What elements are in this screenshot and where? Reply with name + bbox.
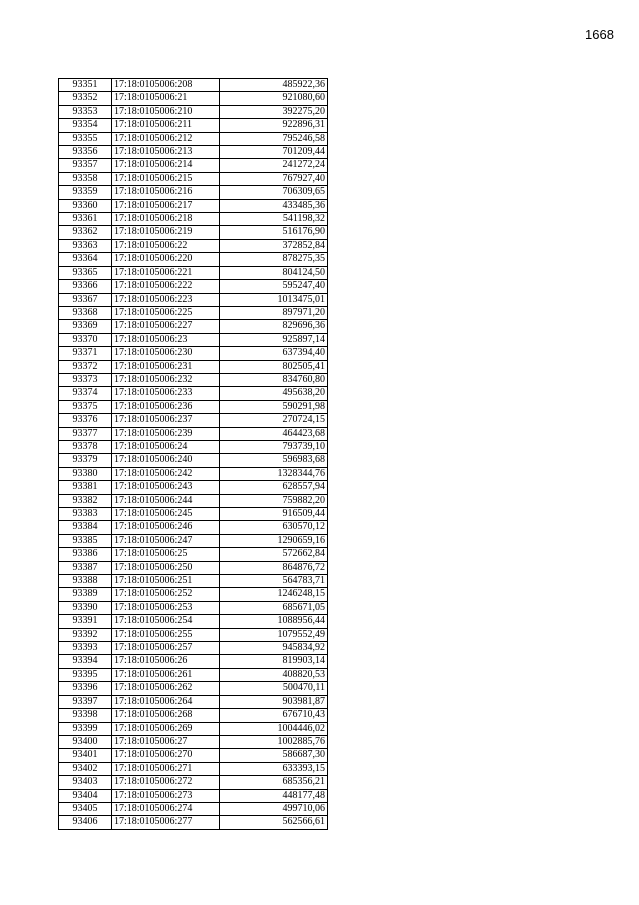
value-cell: 878275,35 bbox=[220, 253, 328, 266]
value-cell: 1013475,01 bbox=[220, 293, 328, 306]
cadastral-number-cell: 17:18:0105006:27 bbox=[112, 735, 220, 748]
cadastral-number-cell: 17:18:0105006:268 bbox=[112, 709, 220, 722]
cadastral-number-cell: 17:18:0105006:252 bbox=[112, 588, 220, 601]
row-number-cell: 93379 bbox=[59, 454, 112, 467]
table-row bbox=[59, 387, 328, 400]
value-cell: 767927,40 bbox=[220, 172, 328, 185]
value-cell: 819903,14 bbox=[220, 655, 328, 668]
row-number-cell: 93381 bbox=[59, 481, 112, 494]
row-number-cell: 93362 bbox=[59, 226, 112, 239]
value-cell: 572662,84 bbox=[220, 548, 328, 561]
value-cell: 921080,60 bbox=[220, 92, 328, 105]
row-number-cell: 93399 bbox=[59, 722, 112, 735]
table-row bbox=[59, 802, 328, 815]
cadastral-number-cell: 17:18:0105006:23 bbox=[112, 333, 220, 346]
value-cell: 804124,50 bbox=[220, 266, 328, 279]
cadastral-number-cell: 17:18:0105006:217 bbox=[112, 199, 220, 212]
table-row bbox=[59, 253, 328, 266]
value-cell: 637394,40 bbox=[220, 347, 328, 360]
value-cell: 392275,20 bbox=[220, 105, 328, 118]
table-row bbox=[59, 561, 328, 574]
table-row bbox=[59, 789, 328, 802]
row-number-cell: 93386 bbox=[59, 548, 112, 561]
cadastral-number-cell: 17:18:0105006:26 bbox=[112, 655, 220, 668]
value-cell: 922896,31 bbox=[220, 119, 328, 132]
row-number-cell: 93371 bbox=[59, 347, 112, 360]
cadastral-number-cell: 17:18:0105006:216 bbox=[112, 186, 220, 199]
row-number-cell: 93364 bbox=[59, 253, 112, 266]
value-cell: 485922,36 bbox=[220, 79, 328, 92]
value-cell: 676710,43 bbox=[220, 709, 328, 722]
row-number-cell: 93389 bbox=[59, 588, 112, 601]
row-number-cell: 93393 bbox=[59, 642, 112, 655]
row-number-cell: 93402 bbox=[59, 762, 112, 775]
value-cell: 408820,53 bbox=[220, 668, 328, 681]
value-cell: 1002885,76 bbox=[220, 735, 328, 748]
row-number-cell: 93374 bbox=[59, 387, 112, 400]
table-row bbox=[59, 440, 328, 453]
row-number-cell: 93398 bbox=[59, 709, 112, 722]
table-row bbox=[59, 494, 328, 507]
row-number-cell: 93377 bbox=[59, 427, 112, 440]
value-cell: 759882,20 bbox=[220, 494, 328, 507]
value-cell: 706309,65 bbox=[220, 186, 328, 199]
table-row bbox=[59, 816, 328, 829]
table-row bbox=[59, 467, 328, 480]
cadastral-value-table bbox=[58, 78, 328, 830]
value-cell: 1004446,02 bbox=[220, 722, 328, 735]
cadastral-number-cell: 17:18:0105006:231 bbox=[112, 360, 220, 373]
value-cell: 516176,90 bbox=[220, 226, 328, 239]
table-row bbox=[59, 293, 328, 306]
table-row bbox=[59, 400, 328, 413]
row-number-cell: 93369 bbox=[59, 320, 112, 333]
value-cell: 562566,61 bbox=[220, 816, 328, 829]
cadastral-number-cell: 17:18:0105006:218 bbox=[112, 213, 220, 226]
cadastral-number-cell: 17:18:0105006:243 bbox=[112, 481, 220, 494]
table-row bbox=[59, 146, 328, 159]
cadastral-number-cell: 17:18:0105006:253 bbox=[112, 601, 220, 614]
row-number-cell: 93352 bbox=[59, 92, 112, 105]
row-number-cell: 93397 bbox=[59, 695, 112, 708]
value-cell: 802505,41 bbox=[220, 360, 328, 373]
cadastral-number-cell: 17:18:0105006:255 bbox=[112, 628, 220, 641]
row-number-cell: 93395 bbox=[59, 668, 112, 681]
cadastral-number-cell: 17:18:0105006:25 bbox=[112, 548, 220, 561]
table-row bbox=[59, 239, 328, 252]
value-cell: 630570,12 bbox=[220, 521, 328, 534]
cadastral-number-cell: 17:18:0105006:262 bbox=[112, 682, 220, 695]
value-cell: 590291,98 bbox=[220, 400, 328, 413]
cadastral-number-cell: 17:18:0105006:212 bbox=[112, 132, 220, 145]
row-number-cell: 93365 bbox=[59, 266, 112, 279]
table-row bbox=[59, 92, 328, 105]
table-row bbox=[59, 226, 328, 239]
value-cell: 595247,40 bbox=[220, 280, 328, 293]
cadastral-number-cell: 17:18:0105006:273 bbox=[112, 789, 220, 802]
row-number-cell: 93392 bbox=[59, 628, 112, 641]
table-row bbox=[59, 172, 328, 185]
value-cell: 541198,32 bbox=[220, 213, 328, 226]
row-number-cell: 93380 bbox=[59, 467, 112, 480]
value-cell: 897971,20 bbox=[220, 306, 328, 319]
row-number-cell: 93388 bbox=[59, 575, 112, 588]
table-row bbox=[59, 749, 328, 762]
value-cell: 464423,68 bbox=[220, 427, 328, 440]
row-number-cell: 93406 bbox=[59, 816, 112, 829]
table-row bbox=[59, 762, 328, 775]
cadastral-number-cell: 17:18:0105006:257 bbox=[112, 642, 220, 655]
cadastral-number-cell: 17:18:0105006:264 bbox=[112, 695, 220, 708]
table-row bbox=[59, 213, 328, 226]
cadastral-number-cell: 17:18:0105006:230 bbox=[112, 347, 220, 360]
row-number-cell: 93405 bbox=[59, 802, 112, 815]
row-number-cell: 93360 bbox=[59, 199, 112, 212]
value-cell: 829696,36 bbox=[220, 320, 328, 333]
table-row bbox=[59, 306, 328, 319]
cadastral-number-cell: 17:18:0105006:246 bbox=[112, 521, 220, 534]
value-cell: 596983,68 bbox=[220, 454, 328, 467]
value-cell: 1290659,16 bbox=[220, 534, 328, 547]
value-cell: 701209,44 bbox=[220, 146, 328, 159]
value-cell: 834760,80 bbox=[220, 373, 328, 386]
table-row bbox=[59, 628, 328, 641]
row-number-cell: 93368 bbox=[59, 306, 112, 319]
table-body bbox=[59, 79, 328, 830]
row-number-cell: 93363 bbox=[59, 239, 112, 252]
table-row bbox=[59, 266, 328, 279]
value-cell: 270724,15 bbox=[220, 414, 328, 427]
value-cell: 433485,36 bbox=[220, 199, 328, 212]
cadastral-number-cell: 17:18:0105006:261 bbox=[112, 668, 220, 681]
row-number-cell: 93385 bbox=[59, 534, 112, 547]
row-number-cell: 93361 bbox=[59, 213, 112, 226]
row-number-cell: 93359 bbox=[59, 186, 112, 199]
cadastral-number-cell: 17:18:0105006:210 bbox=[112, 105, 220, 118]
row-number-cell: 93354 bbox=[59, 119, 112, 132]
row-number-cell: 93366 bbox=[59, 280, 112, 293]
row-number-cell: 93396 bbox=[59, 682, 112, 695]
page-number: 1668 bbox=[585, 27, 614, 42]
cadastral-number-cell: 17:18:0105006:24 bbox=[112, 440, 220, 453]
cadastral-number-cell: 17:18:0105006:211 bbox=[112, 119, 220, 132]
cadastral-number-cell: 17:18:0105006:272 bbox=[112, 776, 220, 789]
table-row bbox=[59, 709, 328, 722]
table-row bbox=[59, 132, 328, 145]
cadastral-number-cell: 17:18:0105006:222 bbox=[112, 280, 220, 293]
table-row bbox=[59, 105, 328, 118]
table-row bbox=[59, 320, 328, 333]
cadastral-number-cell: 17:18:0105006:270 bbox=[112, 749, 220, 762]
table-row bbox=[59, 695, 328, 708]
cadastral-number-cell: 17:18:0105006:21 bbox=[112, 92, 220, 105]
row-number-cell: 93373 bbox=[59, 373, 112, 386]
cadastral-number-cell: 17:18:0105006:254 bbox=[112, 615, 220, 628]
row-number-cell: 93401 bbox=[59, 749, 112, 762]
value-cell: 864876,72 bbox=[220, 561, 328, 574]
cadastral-number-cell: 17:18:0105006:208 bbox=[112, 79, 220, 92]
row-number-cell: 93358 bbox=[59, 172, 112, 185]
table-row bbox=[59, 199, 328, 212]
cadastral-number-cell: 17:18:0105006:227 bbox=[112, 320, 220, 333]
row-number-cell: 93378 bbox=[59, 440, 112, 453]
row-number-cell: 93387 bbox=[59, 561, 112, 574]
cadastral-number-cell: 17:18:0105006:213 bbox=[112, 146, 220, 159]
row-number-cell: 93351 bbox=[59, 79, 112, 92]
table-row bbox=[59, 508, 328, 521]
value-cell: 1328344,76 bbox=[220, 467, 328, 480]
cadastral-number-cell: 17:18:0105006:245 bbox=[112, 508, 220, 521]
cadastral-number-cell: 17:18:0105006:277 bbox=[112, 816, 220, 829]
value-cell: 499710,06 bbox=[220, 802, 328, 815]
row-number-cell: 93372 bbox=[59, 360, 112, 373]
cadastral-number-cell: 17:18:0105006:242 bbox=[112, 467, 220, 480]
value-cell: 372852,84 bbox=[220, 239, 328, 252]
value-cell: 500470,11 bbox=[220, 682, 328, 695]
value-cell: 793739,10 bbox=[220, 440, 328, 453]
cadastral-number-cell: 17:18:0105006:233 bbox=[112, 387, 220, 400]
cadastral-number-cell: 17:18:0105006:244 bbox=[112, 494, 220, 507]
value-cell: 1079552,49 bbox=[220, 628, 328, 641]
table-row bbox=[59, 414, 328, 427]
cadastral-number-cell: 17:18:0105006:232 bbox=[112, 373, 220, 386]
row-number-cell: 93376 bbox=[59, 414, 112, 427]
value-cell: 448177,48 bbox=[220, 789, 328, 802]
table-row bbox=[59, 280, 328, 293]
row-number-cell: 93375 bbox=[59, 400, 112, 413]
table-row bbox=[59, 668, 328, 681]
cadastral-number-cell: 17:18:0105006:239 bbox=[112, 427, 220, 440]
table-row bbox=[59, 119, 328, 132]
table-row bbox=[59, 601, 328, 614]
row-number-cell: 93356 bbox=[59, 146, 112, 159]
table-row bbox=[59, 373, 328, 386]
table-row bbox=[59, 722, 328, 735]
value-cell: 945834,92 bbox=[220, 642, 328, 655]
cadastral-number-cell: 17:18:0105006:240 bbox=[112, 454, 220, 467]
cadastral-number-cell: 17:18:0105006:22 bbox=[112, 239, 220, 252]
cadastral-number-cell: 17:18:0105006:221 bbox=[112, 266, 220, 279]
table-row bbox=[59, 481, 328, 494]
table-row bbox=[59, 735, 328, 748]
value-cell: 1088956,44 bbox=[220, 615, 328, 628]
cadastral-number-cell: 17:18:0105006:236 bbox=[112, 400, 220, 413]
row-number-cell: 93353 bbox=[59, 105, 112, 118]
cadastral-number-cell: 17:18:0105006:223 bbox=[112, 293, 220, 306]
table-row bbox=[59, 776, 328, 789]
cadastral-number-cell: 17:18:0105006:274 bbox=[112, 802, 220, 815]
row-number-cell: 93391 bbox=[59, 615, 112, 628]
table-row bbox=[59, 534, 328, 547]
table-row bbox=[59, 521, 328, 534]
row-number-cell: 93383 bbox=[59, 508, 112, 521]
cadastral-number-cell: 17:18:0105006:215 bbox=[112, 172, 220, 185]
value-cell: 564783,71 bbox=[220, 575, 328, 588]
row-number-cell: 93355 bbox=[59, 132, 112, 145]
table-row bbox=[59, 347, 328, 360]
table-row bbox=[59, 588, 328, 601]
value-cell: 795246,58 bbox=[220, 132, 328, 145]
cadastral-number-cell: 17:18:0105006:225 bbox=[112, 306, 220, 319]
value-cell: 628557,94 bbox=[220, 481, 328, 494]
value-cell: 633393,15 bbox=[220, 762, 328, 775]
value-cell: 903981,87 bbox=[220, 695, 328, 708]
cadastral-number-cell: 17:18:0105006:250 bbox=[112, 561, 220, 574]
value-cell: 685356,21 bbox=[220, 776, 328, 789]
cadastral-number-cell: 17:18:0105006:251 bbox=[112, 575, 220, 588]
row-number-cell: 93390 bbox=[59, 601, 112, 614]
table-row bbox=[59, 682, 328, 695]
row-number-cell: 93384 bbox=[59, 521, 112, 534]
table-row bbox=[59, 186, 328, 199]
table-row bbox=[59, 427, 328, 440]
table-row bbox=[59, 655, 328, 668]
value-cell: 925897,14 bbox=[220, 333, 328, 346]
value-cell: 1246248,15 bbox=[220, 588, 328, 601]
table-row bbox=[59, 575, 328, 588]
table-row bbox=[59, 159, 328, 172]
row-number-cell: 93404 bbox=[59, 789, 112, 802]
table-row bbox=[59, 79, 328, 92]
table-row bbox=[59, 360, 328, 373]
value-cell: 685671,05 bbox=[220, 601, 328, 614]
row-number-cell: 93382 bbox=[59, 494, 112, 507]
row-number-cell: 93367 bbox=[59, 293, 112, 306]
table-row bbox=[59, 642, 328, 655]
table-row bbox=[59, 454, 328, 467]
row-number-cell: 93357 bbox=[59, 159, 112, 172]
value-cell: 495638,20 bbox=[220, 387, 328, 400]
table-row bbox=[59, 548, 328, 561]
value-cell: 586687,30 bbox=[220, 749, 328, 762]
table-row bbox=[59, 615, 328, 628]
row-number-cell: 93370 bbox=[59, 333, 112, 346]
cadastral-number-cell: 17:18:0105006:214 bbox=[112, 159, 220, 172]
row-number-cell: 93400 bbox=[59, 735, 112, 748]
cadastral-number-cell: 17:18:0105006:271 bbox=[112, 762, 220, 775]
cadastral-number-cell: 17:18:0105006:269 bbox=[112, 722, 220, 735]
value-cell: 241272,24 bbox=[220, 159, 328, 172]
row-number-cell: 93403 bbox=[59, 776, 112, 789]
value-cell: 916509,44 bbox=[220, 508, 328, 521]
cadastral-number-cell: 17:18:0105006:219 bbox=[112, 226, 220, 239]
cadastral-number-cell: 17:18:0105006:237 bbox=[112, 414, 220, 427]
cadastral-number-cell: 17:18:0105006:247 bbox=[112, 534, 220, 547]
row-number-cell: 93394 bbox=[59, 655, 112, 668]
cadastral-number-cell: 17:18:0105006:220 bbox=[112, 253, 220, 266]
table-row bbox=[59, 333, 328, 346]
